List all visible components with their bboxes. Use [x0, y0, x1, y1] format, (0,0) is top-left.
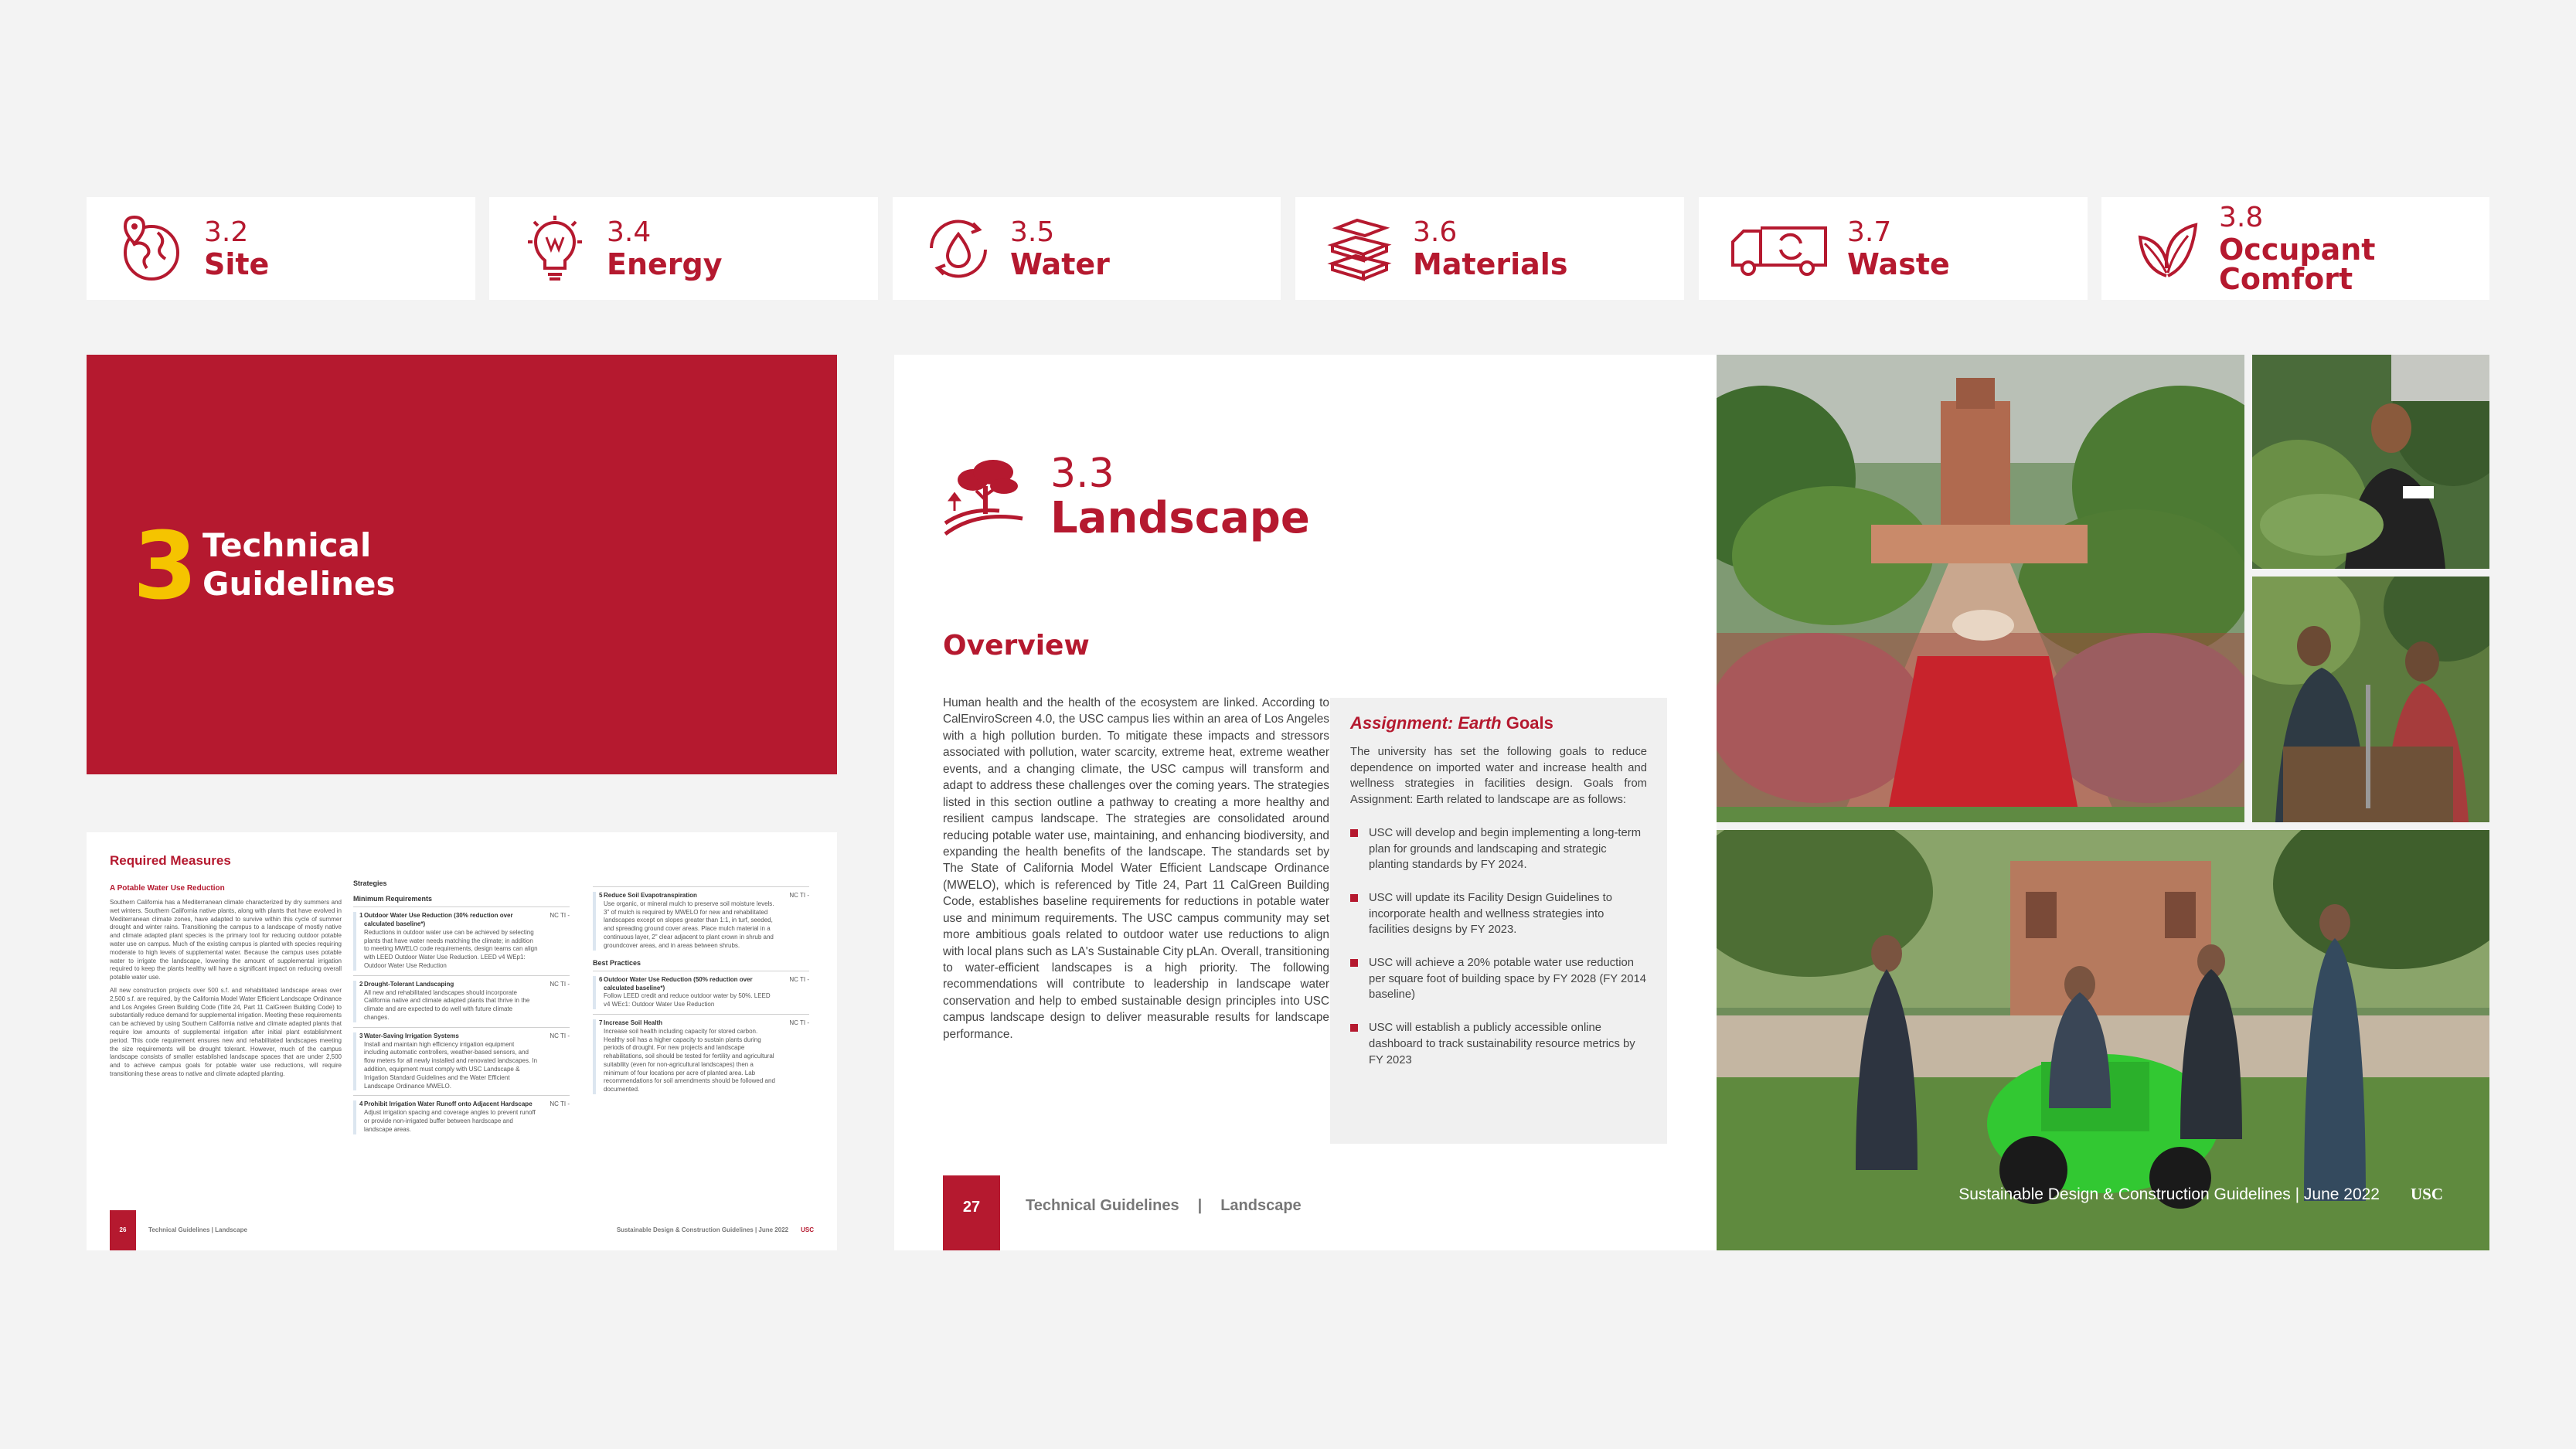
strategy-index: 4 — [353, 1100, 364, 1134]
footer-separator: | — [1197, 1197, 1203, 1214]
materials-stack-icon — [1326, 214, 1396, 284]
chapter-title — [202, 526, 396, 604]
chapter-title-line2: Guidelines — [202, 565, 396, 604]
strategy-row — [353, 906, 570, 975]
intro-paragraph: Southern California has a Mediterranean climate characterized by dry summers and wet winters. Southern California native plants, along with plants that have evolved in Mediterranean climate zones, have adapted to survive within this cycle of summer drought and winter rains. Transitioning the campus to a landscape of mostly native and climate adapted plant species is the primary tool for reducing outdoor potable water use on campus. Much of the existing campus is planted with species requiring moderate to high levels of supplemental water. Because the campus uses potable water to irrigate the landscape, lowering the amount of supplemental irrigation required to keep the plants healthy will have a significant impact on reducing overall potable water use. — [110, 899, 342, 981]
chapter-number: 3 — [133, 513, 198, 621]
bullet-square-icon — [1350, 1024, 1358, 1032]
footer-doc-title — [617, 1226, 814, 1235]
strategy-index: 1 — [353, 912, 364, 971]
intro-column — [110, 899, 342, 1083]
section-title: Landscape — [1050, 493, 1310, 543]
strategy-body — [364, 981, 539, 1022]
strategy-tags: NC TI - — [550, 1100, 570, 1108]
nav-number: 3.8 — [2219, 201, 2264, 233]
page-27-spread[interactable] — [894, 355, 1717, 1250]
campus-aerial-photo — [1717, 355, 2244, 822]
best-practices-label: Best Practices — [593, 958, 641, 967]
bullet-square-icon — [1350, 829, 1358, 837]
goal-item — [1350, 890, 1647, 938]
bullet-square-icon — [1350, 894, 1358, 902]
photo-footer-text: Sustainable Design & Construction Guidelines | June 2022 — [1958, 1185, 2380, 1203]
gardener-image — [2252, 355, 2489, 569]
nav-number: 3.4 — [607, 216, 652, 248]
leaf-hand-icon — [2132, 214, 2202, 284]
strategy-index: 6 — [593, 976, 604, 1009]
nav-number: 3.6 — [1413, 216, 1458, 248]
goal-text: USC will achieve a 20% potable water use reduction per square foot of building space by FY 2028 (FY 2014 baseline) — [1369, 957, 1646, 1002]
strategy-index: 2 — [353, 981, 364, 1022]
strategy-title: Drought-Tolerant Landscaping — [364, 980, 454, 988]
grounds-crew-photo — [1717, 830, 2489, 1250]
strategy-tags: NC TI - — [550, 1032, 570, 1039]
goal-item — [1350, 1020, 1647, 1068]
strategy-row — [353, 1027, 570, 1096]
strategy-index: 7 — [593, 1019, 604, 1094]
strategy-tags: NC TI - — [550, 912, 570, 920]
nav-card-waste[interactable] — [1699, 197, 2088, 300]
strategy-tags: NC TI - — [789, 975, 809, 983]
strategy-text: Use organic, or mineral mulch to preserve soil moisture levels. 3" of mulch is required by MWELO for new and rehabilitated landscapes except on slopes greater than 1:1, in turf, seeded, and spreading ground cover areas. Place mulch material in a continuous layer, 2" clear adjacent to plant crown in shrub and groundcover areas, and in areas between shrubs. — [604, 900, 774, 949]
campus-aerial-image — [1717, 355, 2244, 822]
strategy-text: Increase soil health including capacity for stored carbon. Healthy soil has a higher capacity to sustain plants during periods of drought. For new projects and landscape rehabilitations, soil should be tested for fertility and agricultural suitability (even for non-agricultural landscapes) then a minimum of four locations per acre of planted area. Lab recommendations for soil amendments should be followed and documented. — [604, 1027, 775, 1094]
strategy-title: Increase Soil Health — [604, 1019, 663, 1026]
strategy-body — [604, 892, 778, 951]
goals-title — [1350, 713, 1647, 733]
strategy-body — [604, 1019, 778, 1094]
goal-text: USC will establish a publicly accessible online dashboard to track sustainability resource metrics by FY 2023 — [1369, 1022, 1635, 1066]
strategy-index: 3 — [353, 1032, 364, 1091]
strategy-tags: NC TI - — [789, 1019, 809, 1026]
globe-pin-icon — [117, 214, 187, 284]
goal-item — [1350, 955, 1647, 1003]
goal-item — [1350, 825, 1647, 873]
gardener-photo — [2252, 355, 2489, 569]
nav-card-energy[interactable] — [489, 197, 878, 300]
strategy-title: Water-Saving Irrigation Systems — [364, 1032, 459, 1039]
landscape-tree-icon — [942, 454, 1027, 539]
nav-card-occupant-comfort[interactable] — [2101, 197, 2489, 300]
photo-footer — [1717, 1185, 2489, 1204]
strategy-text: Reductions in outdoor water use can be achieved by selecting plants that have water needs matching the climate; in addition to meeting MWELO code requirements, design teams can align with LEED Outdoor Water Use Reduction. LEED v4 WEp1: Outdoor Water Use Reduction — [364, 928, 538, 970]
section-number: 3.3 — [1050, 451, 1114, 497]
strategy-title: Outdoor Water Use Reduction (30% reduction over calculated baseline*) — [364, 912, 513, 928]
strategies-label: Strategies — [353, 879, 387, 887]
strategy-tags: NC TI - — [550, 980, 570, 988]
chapter-card[interactable] — [87, 355, 837, 774]
strategy-text: Install and maintain high efficiency irrigation equipment including automatic controllers, weather-based sensors, and flow meters for all newly installed and renovated landscapes. In addition, equipment must comply with USC Landscape & Irrigation Standard Guidelines and the Water Efficient Landscape Ordinance MWELO. — [364, 1040, 538, 1090]
nav-title: Energy — [607, 247, 723, 281]
water-drop-icon — [924, 214, 993, 284]
goals-intro: The university has set the following goals to reduce dependence on imported water and increase health and wellness strategies in facilities design. Goals from Assignment: Earth related to landscape are as follows: — [1350, 746, 1647, 807]
page-footer — [87, 1210, 837, 1250]
strategy-title: Prohibit Irrigation Water Runoff onto Adjacent Hardscape — [364, 1100, 533, 1108]
nav-number: 3.2 — [204, 216, 249, 248]
nav-card-materials[interactable] — [1295, 197, 1684, 300]
strategy-tags: NC TI - — [789, 892, 809, 899]
strategy-row — [593, 971, 809, 1014]
usc-logo: USC — [801, 1226, 814, 1234]
strategy-text: Follow LEED credit and reduce outdoor water by 50%. LEED v4 WEc1: Outdoor Water Use Reduction — [604, 992, 771, 1009]
gardeners-work-photo — [2252, 577, 2489, 822]
strategy-row — [353, 975, 570, 1027]
min-req-label: Minimum Requirements — [353, 895, 433, 903]
strategy-row — [593, 886, 809, 955]
strategy-row — [593, 1014, 809, 1099]
footer-doc-text: Sustainable Design & Construction Guidelines | June 2022 — [616, 1226, 789, 1234]
recycling-truck-icon — [1730, 214, 1830, 284]
goals-title-rest: Goals — [1501, 713, 1553, 733]
strategy-text: Adjust irrigation spacing and coverage angles to prevent runoff or provide non-irrigated buffer between hardscape and landscape areas. — [364, 1109, 536, 1133]
nav-title: Occupant Comfort — [2219, 232, 2376, 296]
footer-section: Technical Guidelines — [1026, 1197, 1179, 1214]
nav-title: Water — [1010, 247, 1110, 281]
intro-paragraph: All new construction projects over 500 s.f. and rehabilitated landscape areas over 2,500 s.f. are required, by the California Model Water Efficient Landscape Ordinance and Los Angeles Green Building Code (Title 24, Part 11 CalGreen Building Code) to substantially reduce demand for supplemental irrigation. Meeting these requirements can be achieved by using Southern California native and climate adapted plants that require low amounts of supplemental irrigation after initial plant establishment period. This code requirement ensures new and rehabilitated landscapes meeting the size requirements will be drought tolerant. However, much of the campus landscape consists of smaller established landscape spaces that are under 2,500 and to achieve campus goals for potable water use reductions, will require transitioning these areas to native and climate adapted planting. — [110, 986, 342, 1077]
strategy-body — [364, 1032, 539, 1091]
footer-section: Technical Guidelines | Landscape — [148, 1226, 247, 1234]
strategy-title: Reduce Soil Evapotranspiration — [604, 892, 697, 899]
nav-number: 3.5 — [1010, 216, 1055, 248]
strategies-column-2 — [593, 886, 809, 1099]
nav-card-water[interactable] — [893, 197, 1281, 300]
required-measures-heading: Required Measures — [110, 853, 231, 868]
gardeners-work-image — [2252, 577, 2489, 822]
page-number: 27 — [943, 1175, 1000, 1250]
strategy-text: All new and rehabilitated landscapes should incorporate California native and climate adapted plants that thrive in the climate and are expected to do well with future climate changes. — [364, 988, 530, 1022]
goals-title-italic: Assignment: Earth — [1350, 713, 1502, 733]
nav-number: 3.7 — [1847, 216, 1892, 248]
page-26-thumbnail[interactable] — [87, 832, 837, 1250]
page-number: 26 — [110, 1210, 136, 1250]
strategy-body — [604, 976, 778, 1009]
chapter-title-line1: Technical — [202, 526, 372, 564]
goal-text: USC will update its Facility Design Guidelines to incorporate health and wellness strategies into facilities designs by FY 2023. — [1369, 891, 1612, 937]
nav-title: Waste — [1847, 247, 1950, 281]
usc-logo: USC — [2410, 1185, 2443, 1203]
goals-callout — [1330, 698, 1667, 1144]
strategy-body — [364, 912, 539, 971]
goal-text: USC will develop and begin implementing a long-term plan for grounds and landscaping and strategic planting standards by FY 2024. — [1369, 826, 1642, 872]
nav-title: Materials — [1413, 247, 1568, 281]
footer-subsection: Landscape — [1220, 1197, 1302, 1214]
strategy-index: 5 — [593, 892, 604, 951]
page-footer — [1026, 1197, 1302, 1215]
strategy-title: Outdoor Water Use Reduction (50% reduction over calculated baseline*) — [604, 975, 753, 992]
nav-card-site[interactable] — [87, 197, 475, 300]
subsection-heading: A Potable Water Use Reduction — [110, 884, 225, 893]
overview-body: Human health and the health of the ecosystem are linked. According to CalEnviroScreen 4.0, the USC campus lies within an area of Los Angeles with a high pollution burden. To mitigate these impacts and stressors associated with pollution, water scarcity, extreme heat, extreme weather events, and a changing climate, the USC campus will transform and adapt to address these challenges over the coming years. The strategies listed in this section outline a pathway to creating a more healthy and resilient campus landscape. The strategies are consolidated around reducing potable water use, maintaining, and enhancing biodiversity, and expanding the health benefits of the landscape. The standards set by The State of California Model Water Efficient Landscape Ordinance (MWELO), which is referenced by Title 24, Part 11 CalGreen Building Code, establishes baseline requirements for reductions in potable water use and minimum requirements. The USC campus community may set more ambitious goals related to outdoor water use reductions to align with local plans such as LA's Sustainable City pLAn. Overall, transitioning to water-efficient landscapes is a high priority. The following recommendations will contribute to leadership in landscape water conservation and help to embed sustainable design principles into USC campus landscape design to deliver measurable results for landscape performance. — [943, 696, 1329, 1041]
strategies-column — [353, 879, 570, 1139]
bullet-square-icon — [1350, 959, 1358, 967]
lightbulb-icon — [520, 214, 590, 284]
strategy-body — [364, 1100, 539, 1134]
nav-title: Site — [204, 247, 270, 281]
strategy-row — [353, 1095, 570, 1138]
overview-heading: Overview — [943, 630, 1090, 662]
